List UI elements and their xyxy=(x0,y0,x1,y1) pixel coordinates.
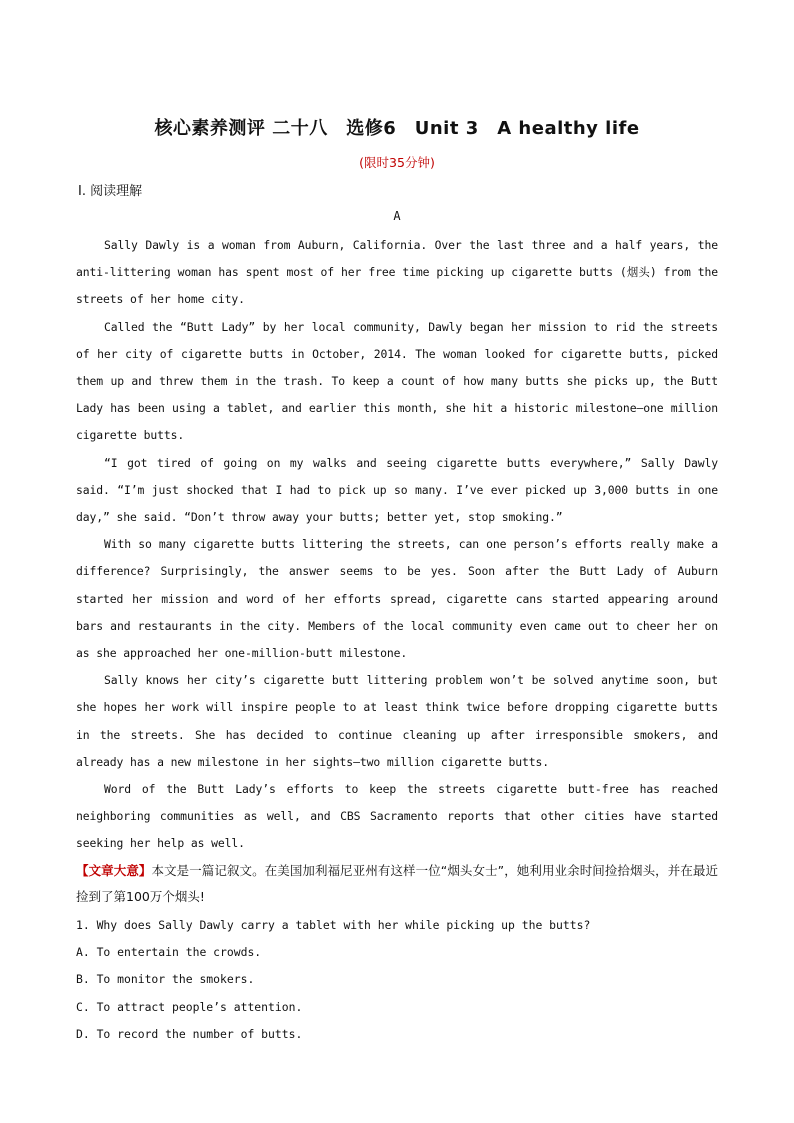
passage-paragraph: Sally Dawly is a woman from Auburn, California. Over the last three and a half years, the anti-littering woman has spent most of her free time picking up cigarette butts (烟头) from the streets of her home city. xyxy=(76,238,718,307)
answer-option-a: A. To entertain the crowds. xyxy=(76,945,262,960)
page-title: 核心素养测评 二十八 选修6 Unit 3 A healthy life xyxy=(154,118,640,139)
section-heading: Ⅰ. 阅读理解 xyxy=(78,184,143,199)
answer-option-b: B. To monitor the smokers. xyxy=(76,972,255,987)
passage-paragraph: Called the “Butt Lady” by her local community, Dawly began her mission to rid the streets of her city of cigarette butts in October, 2014. The woman looked for cigarette butts, picked them up and threw them in the trash. To keep a count of how many butts she picks up, the Butt Lady has been using a tablet, and earlier this month, she hit a historic milestone—one million cigarette butts. xyxy=(76,319,718,443)
question-stem: 1. Why does Sally Dawly carry a tablet with her while picking up the butts? xyxy=(76,918,591,932)
answer-option-d: D. To record the number of butts. xyxy=(76,1026,303,1041)
passage-label: A xyxy=(393,209,401,223)
passage-paragraph: Word of the Butt Lady’s efforts to keep the streets cigarette butt-free has reached neighboring communities as well, and CBS Sacramento reports that other cities have started seeking her help as well. xyxy=(76,782,718,851)
summary-text: 本文是一篇记叙文。在美国加利福尼亚州有这样一位“烟头女士”，她利用业余时间捡拾烟头，并在最近捡到了第100万个烟头! xyxy=(76,863,718,904)
passage-paragraph: “I got tired of going on my walks and seeing cigarette butts everywhere,” Sally Dawly said. “I’m just shocked that I had to pick up so many. I’ve ever picked up 3,000 butts in one day,” she said. “Don’t throw away your butts; better yet, stop smoking.” xyxy=(76,455,718,525)
passage-body xyxy=(76,232,718,858)
question-block xyxy=(76,912,718,1048)
answer-option-c: C. To attract people’s attention. xyxy=(76,999,303,1014)
passage-paragraph: Sally knows her city’s cigarette butt littering problem won’t be solved anytime soon, but she hopes her work will inspire people to at least think twice before dropping cigarette butts in the streets. She has decided to continue cleaning up after irresponsible smokers, and already has a new milestone in her sights—two million cigarette butts. xyxy=(76,673,718,769)
time-limit: (限时35分钟) xyxy=(359,155,435,170)
summary-tag: 【文章大意】 xyxy=(76,863,152,878)
passage-paragraph: With so many cigarette butts littering the streets, can one person’s efforts really make a difference? Surprisingly, the answer seems to be yes. Soon after the Butt Lady of Auburn started her mission and word of her efforts spread, cigarette cans started appearing around bars and restaurants in the city. Members of the local community even came out to cheer her on as she approached her one-million-butt milestone. xyxy=(76,537,718,661)
article-summary xyxy=(76,858,718,910)
